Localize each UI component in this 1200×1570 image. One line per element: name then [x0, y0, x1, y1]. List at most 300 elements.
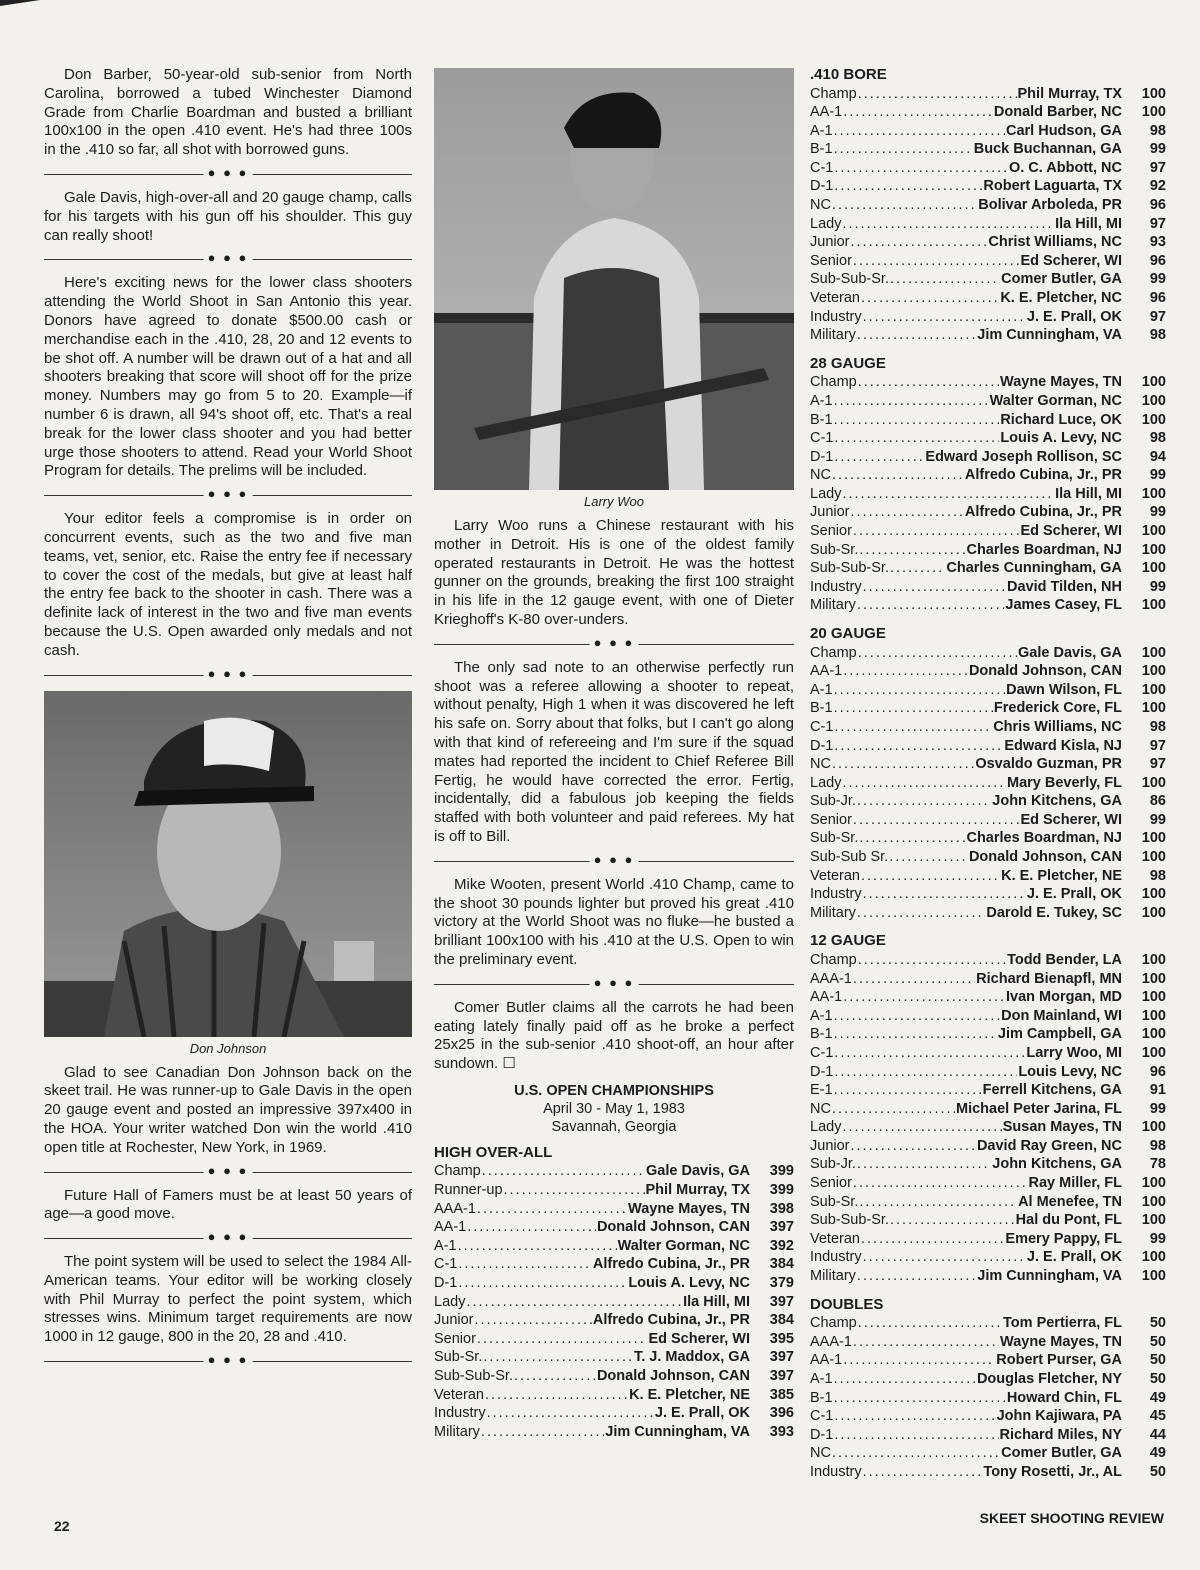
shooter-name: J. E. Prall, OK [1026, 1249, 1122, 1266]
shooter-name: Ray Miller, FL [1028, 1175, 1122, 1192]
score: 96 [1149, 290, 1166, 307]
leader-dots [853, 252, 1020, 271]
result-row [810, 429, 1166, 448]
class-label: B-1 [810, 700, 833, 717]
class-label: Sub-Jr. [810, 1156, 856, 1173]
leader-dots [481, 1423, 604, 1442]
leader-dots [458, 1274, 627, 1293]
result-row [810, 522, 1166, 541]
class-label: A-1 [810, 122, 833, 139]
leader-dots [842, 215, 1054, 234]
leader-dots [487, 1404, 654, 1423]
class-label: Sub-Sr. [434, 1349, 483, 1366]
score: 100 [1141, 774, 1166, 791]
result-row [810, 1155, 1166, 1174]
score: 98 [1149, 430, 1166, 447]
score: 100 [1141, 411, 1166, 428]
class-label: Junior [434, 1312, 474, 1329]
class-label: Industry [810, 886, 862, 903]
result-row [810, 485, 1166, 504]
shooter-name: Carl Hudson, GA [1005, 122, 1122, 139]
shooter-name: Emery Pappy, FL [1005, 1230, 1122, 1247]
shooter-name: Ed Scherer, WI [1020, 252, 1122, 269]
score: 99 [1149, 811, 1166, 828]
result-row [810, 326, 1166, 345]
class-label: C-1 [434, 1256, 458, 1273]
score: 100 [1141, 904, 1166, 921]
leader-dots [861, 1230, 1004, 1249]
result-row [810, 596, 1166, 615]
article-paragraph: The point system will be used to select the 1984 All-American teams. Your editor will be working closely with Phil Murray to perfect the point system, which stresses wins. Minimum target requirements are now 1000 in 12 gauge, 800 in the 20, 28 and .410. [44, 1253, 412, 1346]
class-label: Industry [434, 1405, 486, 1422]
class-label: Military [810, 904, 856, 921]
score: 397 [769, 1367, 794, 1384]
section-separator: ● ● ● [44, 487, 412, 503]
photo-caption: Larry Woo [584, 494, 644, 509]
result-row [810, 252, 1166, 271]
result-row [810, 215, 1166, 234]
class-label: C-1 [810, 1044, 834, 1061]
class-label: D-1 [810, 1426, 834, 1443]
shooter-name: Howard Chin, FL [1006, 1389, 1122, 1406]
leader-dots [832, 755, 974, 774]
result-row [434, 1367, 794, 1386]
shooter-name: James Casey, FL [1005, 597, 1122, 614]
class-label: Lady [810, 1119, 842, 1136]
class-label: Senior [810, 1175, 852, 1192]
score: 100 [1141, 541, 1166, 558]
result-row [810, 774, 1166, 793]
shooter-name: K. E. Pletcher, NE [629, 1386, 750, 1403]
shooter-name: T. J. Maddox, GA [633, 1349, 750, 1366]
score: 100 [1141, 830, 1166, 847]
class-label: Senior [810, 252, 852, 269]
result-row [810, 988, 1166, 1007]
shooter-name: Ed Scherer, WI [648, 1330, 750, 1347]
leader-dots [842, 485, 1054, 504]
result-row [810, 1370, 1166, 1389]
result-row [434, 1330, 794, 1349]
class-label: Champ [434, 1163, 481, 1180]
article-paragraph: Comer Butler claims all the carrots he had been eating lately finally paid off as he broke a perfect 25x25 in the sub-senior .410 shoot-off, an hour after sundown. ☐ [434, 998, 794, 1073]
leader-dots [834, 1025, 997, 1044]
score: 44 [1149, 1426, 1166, 1443]
leader-dots [834, 1063, 1017, 1082]
class-label: C-1 [810, 159, 834, 176]
leader-dots [834, 122, 1005, 141]
result-row [434, 1293, 794, 1312]
shooter-name: J. E. Prall, OK [654, 1405, 750, 1422]
result-row [810, 233, 1166, 252]
score: 100 [1141, 1175, 1166, 1192]
result-row [810, 718, 1166, 737]
class-label: Industry [810, 1463, 862, 1480]
class-label: Sub-Sub-Sr. [810, 271, 889, 288]
championship-dates: April 30 - May 1, 1983 [543, 1100, 685, 1117]
shooter-name: Ila Hill, MI [1055, 215, 1122, 232]
leader-dots [458, 1255, 592, 1274]
class-label: Champ [810, 1315, 857, 1332]
leader-dots [863, 1463, 983, 1482]
leader-dots [858, 85, 1017, 104]
class-label: Junior [810, 504, 850, 521]
shooter-name: Wayne Mayes, TN [628, 1200, 750, 1217]
leader-dots [889, 848, 968, 867]
shooter-name: J. E. Prall, OK [1026, 886, 1122, 903]
result-row [810, 951, 1166, 970]
score: 93 [1149, 234, 1166, 251]
shooter-name: Richard Bienapfl, MN [976, 970, 1122, 987]
class-label: C-1 [810, 718, 834, 735]
score: 100 [1141, 989, 1166, 1006]
class-label: Senior [810, 523, 852, 540]
shooter-name: John Kitchens, GA [992, 793, 1122, 810]
score: 100 [1141, 1007, 1166, 1024]
result-row [434, 1404, 794, 1423]
shooter-name: Christ Williams, NC [988, 234, 1122, 251]
leader-dots [843, 662, 968, 681]
section-separator: ● ● ● [434, 853, 794, 869]
result-row [810, 196, 1166, 215]
shooter-name: Edward Kisla, NJ [1004, 737, 1122, 754]
class-label: Sub-Sub-Sr. [810, 1212, 889, 1229]
score: 397 [769, 1293, 794, 1310]
class-label: Veteran [810, 867, 860, 884]
shooter-name: Douglas Fletcher, NY [976, 1370, 1122, 1387]
class-label: Champ [810, 951, 857, 968]
result-row [810, 1211, 1166, 1230]
leader-dots [843, 988, 1005, 1007]
leader-dots [857, 1267, 976, 1286]
shooter-name: K. E. Pletcher, NC [1000, 290, 1122, 307]
result-row [810, 885, 1166, 904]
result-row [810, 699, 1166, 718]
leader-dots [843, 1351, 995, 1370]
result-row [810, 811, 1166, 830]
section-title: 28 GAUGE [810, 354, 886, 372]
class-label: Military [810, 327, 856, 344]
shooter-name: Susan Mayes, TN [1002, 1119, 1122, 1136]
article-paragraph: Don Barber, 50-year-old sub-senior from North Carolina, borrowed a tubed Winchester Diamond Grade from Charlie Boardman and busted a brilliant 100x100 in the open .410 event. He's had three 100s in the .410 so far, all shot with borrowed guns. [44, 66, 412, 159]
result-row [810, 392, 1166, 411]
section-separator: ● ● ● [44, 1164, 412, 1180]
score: 86 [1149, 793, 1166, 810]
result-row [810, 662, 1166, 681]
section-title: DOUBLES [810, 1295, 884, 1313]
leader-dots [853, 1174, 1028, 1193]
result-row [810, 681, 1166, 700]
leader-dots [834, 1044, 1025, 1063]
leader-dots [861, 289, 999, 308]
score: 49 [1149, 1389, 1166, 1406]
article-paragraph: Your editor feels a compromise is in order on concurrent events, such as the two and five man teams, vet, senior, etc. Raise the entry fee if necessary to cover the cost of the medals, but give at least half the entry fee back to the shooter in cash. There was a definite lack of interest in the two and five man events because the U.S. Open awarded only medals and not cash. [44, 510, 412, 659]
result-row [810, 1248, 1166, 1267]
score: 97 [1149, 737, 1166, 754]
result-row [434, 1200, 794, 1219]
score: 100 [1141, 1193, 1166, 1210]
class-label: Lady [810, 215, 842, 232]
shooter-name: Jim Cunningham, VA [977, 1268, 1122, 1285]
class-label: Sub-Sub-Sr. [810, 560, 889, 577]
shooter-name: Michael Peter Jarina, FL [955, 1100, 1122, 1117]
article-paragraph: Mike Wooten, present World .410 Champ, came to the shoot 30 pounds lighter but proved his great .410 victory at the World Shoot was no fluke—he busted a brilliant 100x100 with his .410 at the U.S. Open to win the preliminary event. [434, 875, 794, 968]
class-label: A-1 [810, 392, 833, 409]
score: 99 [1149, 578, 1166, 595]
class-label: Veteran [434, 1386, 484, 1403]
shooter-name: Larry Woo, MI [1026, 1044, 1122, 1061]
score: 98 [1149, 718, 1166, 735]
shooter-name: Richard Miles, NY [999, 1426, 1122, 1443]
score: 399 [769, 1163, 794, 1180]
shooter-name: John Kitchens, GA [992, 1156, 1122, 1173]
result-row [810, 1174, 1166, 1193]
score: 398 [769, 1200, 794, 1217]
shooter-name: Charles Cunningham, GA [946, 560, 1122, 577]
shooter-name: Tony Rosetti, Jr., AL [983, 1463, 1122, 1480]
class-label: Sub-Sr. [810, 1193, 859, 1210]
shooter-name: Chris Williams, NC [993, 718, 1122, 735]
section-separator: ● ● ● [434, 976, 794, 992]
score: 50 [1149, 1315, 1166, 1332]
shooter-name: Al Menefee, TN [1018, 1193, 1122, 1210]
score: 99 [1149, 271, 1166, 288]
result-row [810, 1137, 1166, 1156]
shooter-name: Walter Gorman, NC [989, 392, 1122, 409]
article-paragraph: Larry Woo runs a Chinese restaurant with his mother in Detroit. His is one of the oldest family operated restaurants in Detroit. He was the hottest gunner on the grounds, breaking the first 100 straight in his life in the 12 gauge event, with one of Dieter Krieghoff's K-80 over-unders. [434, 517, 794, 628]
class-label: B-1 [810, 1026, 833, 1043]
result-row [810, 792, 1166, 811]
score: 100 [1141, 104, 1166, 121]
shooter-name: Donald Johnson, CAN [596, 1367, 750, 1384]
score: 100 [1141, 644, 1166, 661]
result-row [810, 85, 1166, 104]
score: 99 [1149, 504, 1166, 521]
shooter-name: Phil Murray, TX [645, 1182, 750, 1199]
result-row [810, 411, 1166, 430]
score: 100 [1141, 374, 1166, 391]
class-label: NC [810, 197, 831, 214]
score: 100 [1141, 560, 1166, 577]
leader-dots [853, 811, 1020, 830]
shooter-name: Ed Scherer, WI [1020, 523, 1122, 540]
leader-dots [861, 867, 1000, 886]
class-label: D-1 [810, 737, 834, 754]
result-row [810, 1193, 1166, 1212]
leader-dots [834, 1081, 982, 1100]
leader-dots [842, 774, 1006, 793]
leader-dots [834, 140, 973, 159]
class-label: AA-1 [810, 663, 843, 680]
class-label: Military [810, 597, 856, 614]
result-row [434, 1237, 794, 1256]
leader-dots [832, 1100, 955, 1119]
class-label: Lady [434, 1293, 466, 1310]
result-row [810, 466, 1166, 485]
score: 100 [1141, 85, 1166, 102]
score: 100 [1141, 523, 1166, 540]
score: 395 [769, 1330, 794, 1347]
shooter-name: Ila Hill, MI [683, 1293, 750, 1310]
score: 100 [1141, 1268, 1166, 1285]
section-separator: ● ● ● [44, 251, 412, 267]
left-column [44, 66, 412, 1376]
score: 45 [1149, 1408, 1166, 1425]
result-row [810, 1007, 1166, 1026]
section-separator: ● ● ● [44, 667, 412, 683]
class-label: D-1 [810, 178, 834, 195]
score: 97 [1149, 159, 1166, 176]
score: 97 [1149, 215, 1166, 232]
section-title: .410 BORE [810, 66, 887, 83]
leader-dots [834, 429, 999, 448]
shooter-name: Frederick Core, FL [993, 700, 1122, 717]
class-label: Veteran [810, 290, 860, 307]
shooter-name: Hal du Pont, FL [1015, 1212, 1122, 1229]
shooter-name: Louis A. Levy, NC [1000, 430, 1122, 447]
score: 98 [1149, 1137, 1166, 1154]
leader-dots [857, 596, 1004, 615]
result-row [810, 140, 1166, 159]
leader-dots [859, 829, 965, 848]
class-label: AA-1 [434, 1219, 467, 1236]
class-label: D-1 [434, 1274, 458, 1291]
shooter-name: Alfredo Cubina, Jr., PR [592, 1256, 750, 1273]
shooter-name: Robert Purser, GA [996, 1352, 1122, 1369]
leader-dots [851, 1137, 976, 1156]
class-label: B-1 [810, 141, 833, 158]
class-label: A-1 [810, 1370, 833, 1387]
leader-dots [890, 270, 1000, 289]
leader-dots [842, 1118, 1001, 1137]
leader-dots [483, 1348, 633, 1367]
section-title: 20 GAUGE [810, 625, 886, 643]
score: 392 [769, 1237, 794, 1254]
result-row [810, 1444, 1166, 1463]
leader-dots [477, 1200, 627, 1219]
result-row [810, 1100, 1166, 1119]
leader-dots [834, 1407, 995, 1426]
score: 97 [1149, 308, 1166, 325]
class-label: E-1 [810, 1082, 833, 1099]
class-label: AAA-1 [810, 1333, 852, 1350]
class-label: C-1 [810, 1408, 834, 1425]
shooter-name: Donald Johnson, CAN [968, 849, 1122, 866]
result-row [810, 1081, 1166, 1100]
class-label: Industry [810, 308, 862, 325]
leader-dots [834, 699, 993, 718]
end-mark: ☐ [502, 1055, 516, 1073]
shooter-name: J. E. Prall, OK [1026, 308, 1122, 325]
leader-dots [834, 1370, 976, 1389]
shooter-name: Louis A. Levy, NC [628, 1274, 750, 1291]
score: 98 [1149, 327, 1166, 344]
class-label: Junior [810, 1137, 850, 1154]
leader-dots [834, 681, 1006, 700]
article-paragraph: Gale Davis, high-over-all and 20 gauge champ, calls for his targets with his gun off his shoulder. This guy can really shoot! [44, 188, 412, 244]
score: 100 [1141, 1044, 1166, 1061]
class-label: AAA-1 [810, 970, 852, 987]
result-row [810, 308, 1166, 327]
score: 397 [769, 1349, 794, 1366]
shooter-name: Bolivar Arboleda, PR [978, 197, 1122, 214]
shooter-name: Comer Butler, GA [1001, 1445, 1122, 1462]
championship-location: Savannah, Georgia [551, 1118, 677, 1135]
class-label: Champ [810, 644, 857, 661]
leader-dots [853, 522, 1020, 541]
result-row [810, 448, 1166, 467]
class-label: A-1 [810, 1007, 833, 1024]
leader-dots [859, 541, 965, 560]
score: 98 [1149, 867, 1166, 884]
result-row [810, 970, 1166, 989]
shooter-name: K. E. Pletcher, NE [1001, 867, 1122, 884]
leader-dots [834, 1426, 998, 1445]
section-separator: ● ● ● [44, 1230, 412, 1246]
class-label: Senior [810, 811, 852, 828]
leader-dots [858, 951, 1006, 970]
shooter-name: Ila Hill, MI [1055, 485, 1122, 502]
result-row [810, 103, 1166, 122]
result-row [810, 1063, 1166, 1082]
middle-column [434, 68, 794, 1441]
class-label: AA-1 [810, 989, 843, 1006]
shooter-name: Charles Boardman, NJ [966, 541, 1122, 558]
leader-dots [834, 718, 992, 737]
result-row [434, 1386, 794, 1405]
leader-dots [467, 1218, 596, 1237]
score: 50 [1149, 1352, 1166, 1369]
article-paragraph: Here's exciting news for the lower class shooters attending the World Shoot in San Antonio this year. Donors have agreed to donate $500.00 cash or merchandise each in the .410, 28, 20 and 12 events to be shot off. A number will be drawn out of a hat and all shooters breaking that score will shoot off for the prize money. Numbers may go from 5 to 20. Example—if number 6 is drawn, all 94's shoot off, etc. That's a real break for the lower class shooter and you had better urge those shooters to attend. Read your World Shoot Program for details. The prelims will be included. [44, 274, 412, 480]
score: 50 [1149, 1370, 1166, 1387]
score: 96 [1149, 1063, 1166, 1080]
leader-dots [890, 559, 945, 578]
class-label: AA-1 [810, 1352, 843, 1369]
score: 99 [1149, 1230, 1166, 1247]
score: 100 [1141, 886, 1166, 903]
result-row [810, 373, 1166, 392]
page-corner-mark [0, 0, 40, 6]
score: 379 [769, 1274, 794, 1291]
shooter-name: John Kajiwara, PA [996, 1408, 1122, 1425]
score: 97 [1149, 756, 1166, 773]
result-row [434, 1218, 794, 1237]
result-row [810, 1118, 1166, 1137]
result-row [810, 1351, 1166, 1370]
score: 384 [769, 1312, 794, 1329]
right-column [810, 66, 1166, 1481]
shooter-name: O. C. Abbott, NC [1008, 159, 1122, 176]
shooter-name: Jim Cunningham, VA [605, 1423, 750, 1440]
article-paragraph: Future Hall of Famers must be at least 50 years of age—a good move. [44, 1186, 412, 1223]
high-over-all-results [434, 1162, 794, 1441]
class-label: D-1 [810, 448, 834, 465]
shooter-name: Richard Luce, OK [1000, 411, 1122, 428]
result-row [810, 270, 1166, 289]
result-row [810, 289, 1166, 308]
score: 100 [1141, 1249, 1166, 1266]
result-row [810, 578, 1166, 597]
score: 100 [1141, 951, 1166, 968]
class-label: Industry [810, 578, 862, 595]
class-label: Champ [810, 374, 857, 391]
score: 96 [1149, 197, 1166, 214]
shooter-name: Wayne Mayes, TN [1000, 374, 1122, 391]
championship-title: U.S. OPEN CHAMPIONSHIPS [514, 1082, 714, 1099]
leader-dots [857, 904, 985, 923]
class-label: AAA-1 [434, 1200, 476, 1217]
class-label: Industry [810, 1249, 862, 1266]
shooter-name: Todd Bender, LA [1007, 951, 1122, 968]
